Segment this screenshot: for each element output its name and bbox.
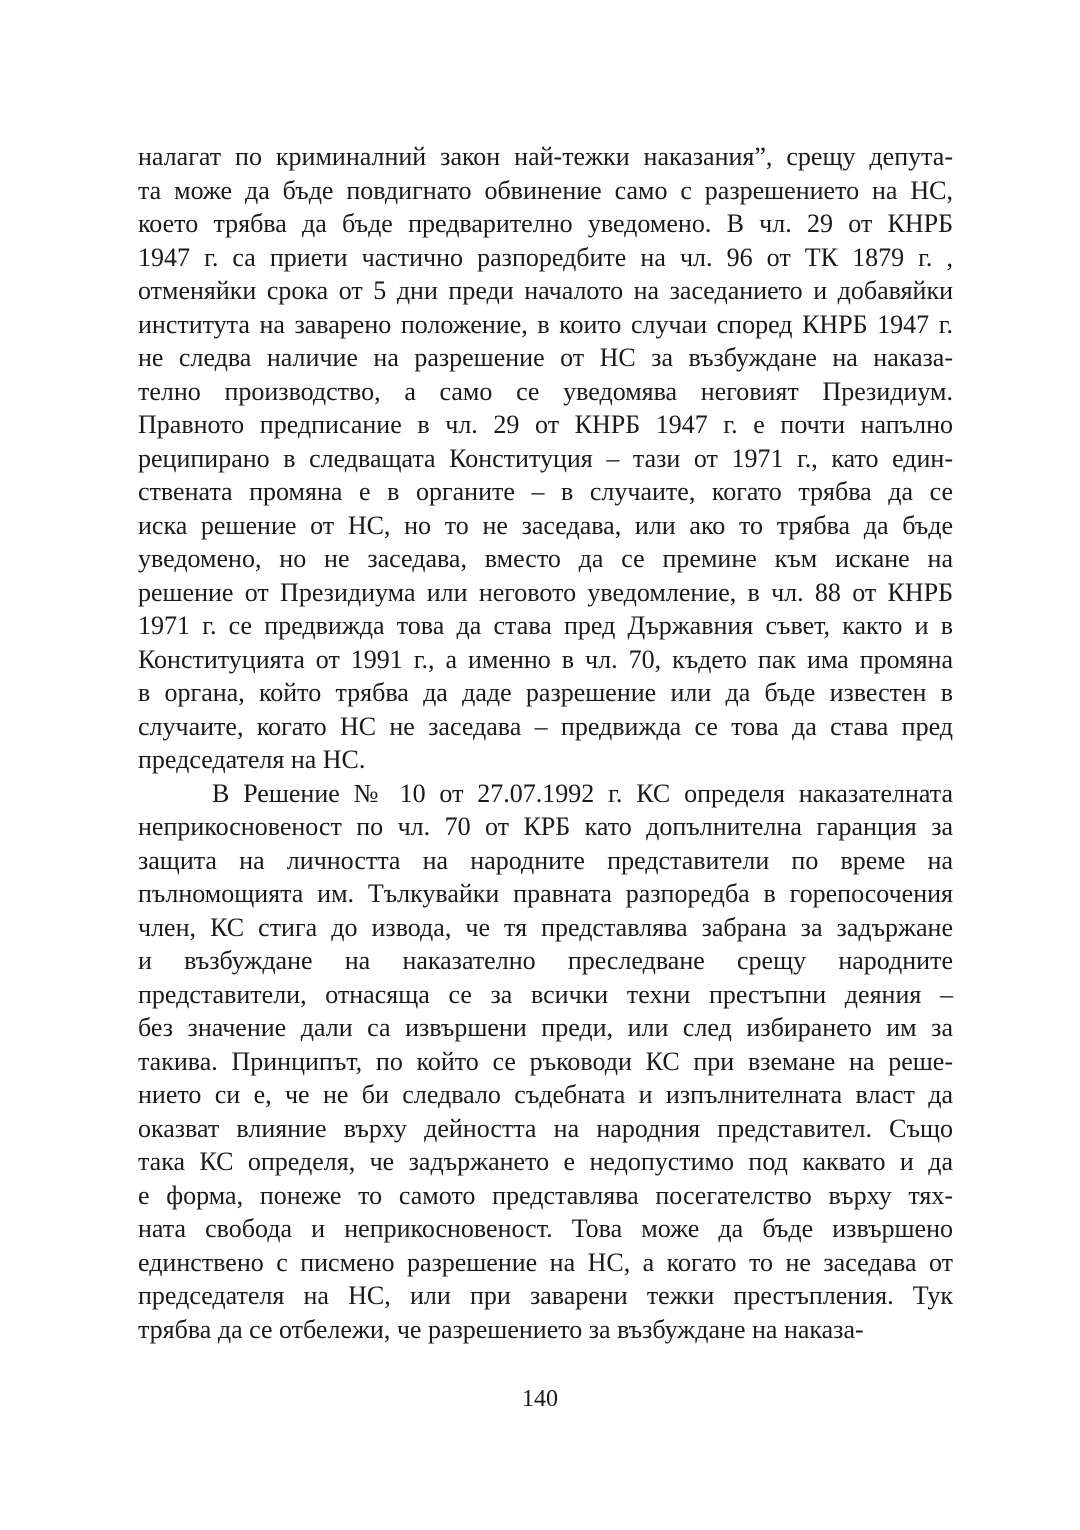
text-line: единствено с писмено разрешение на НС, а когато то не заседава от [138,1247,953,1277]
text-line: председателя на НС, или при заварени тежки престъпления. Тук [138,1281,953,1310]
page-number: 140 [522,1386,558,1412]
text-line: ствената промяна е в органите – в случаите, когато трябва да се [138,477,953,506]
text-line: представители, отнасяща се за всички техни престъпни деяния – [138,979,953,1009]
text-line: ната свобода и неприкосновеност. Това може да бъде извършено [138,1214,953,1243]
text-line: налагат по криминалний закон най-тежки наказания”, срещу депута- [138,142,953,171]
text-line: не следва наличие на разрешение от НС за възбуждане на наказа- [138,343,953,372]
text-line: трябва да се отбележи, че разрешението за възбуждане на наказа- [138,1314,864,1344]
text-line: неприкосновеност по чл. 70 от КРБ като допълнителна гаранция за [138,812,953,841]
text-line: оказват влияние върху дейността на народния представител. Също [138,1113,953,1143]
paragraph-2 [138,777,953,1347]
text-line: телно производство, а само се уведомява неговият Президиум. [138,376,953,406]
text-line: в органа, който трябва да даде разрешение или да бъде известен в [138,678,953,707]
text-line: 1947 г. са приети частично разпоредбите на чл. 96 от ТК 1879 г. , [138,242,953,272]
text-line: уведомено, но не заседава, вместо да се премине към искане на [138,544,953,573]
text-line: 1971 г. се предвижда това да става пред Държавния съвет, както и в [138,611,953,640]
text-line: което трябва да бъде предварително уведомено. В чл. 29 от КНРБ [138,209,953,238]
text-line: реципирано в следващата Конституция – тази от 1971 г., като един- [138,443,953,473]
text-line: такива. Принципът, по който се ръководи КС при вземане на реше- [138,1046,953,1076]
text-line: иска решение от НС, но то не заседава, или ако то трябва да бъде [138,510,953,540]
text-line: случаите, когато НС не заседава – предвижда се това да става пред [138,711,953,741]
body-text [138,140,953,1346]
text-line: пълномощията им. Тълкувайки правната разпоредба в горепосочения [138,879,953,908]
text-line: е форма, понеже то самото представлява посегателство върху тях- [138,1180,953,1210]
paragraph-1 [138,140,953,777]
text-line: така КС определя, че задържането е недопустимо под каквато и да [138,1147,953,1176]
text-line: В Решение № 10 от 27.07.1992 г. КС определя наказателната [212,778,953,808]
text-line: нието си е, че не би следвало съдебната и изпълнителната власт да [138,1080,953,1109]
text-line: защита на личността на народните представители по време на [138,845,953,875]
text-line: Конституцията от 1991 г., а именно в чл. 70, където пак има промяна [138,644,953,674]
text-line: член, КС стига до извода, че тя представлява забрана за задържане [138,912,953,942]
text-line: решение от Президиума или неговото уведомление, в чл. 88 от КНРБ [138,577,953,607]
text-line: председателя на НС. [138,745,366,774]
text-line: института на заварено положение, в които случаи според КНРБ 1947 г. [138,309,953,339]
text-line: та може да бъде повдигнато обвинение само с разрешението на НС, [138,175,953,205]
text-line: отменяйки срока от 5 дни преди началото на заседанието и добавяйки [138,276,953,305]
text-line: без значение дали са извършени преди, или след избирането им за [138,1013,953,1042]
text-line: и възбуждане на наказателно преследване срещу народните [138,946,953,975]
text-line: Правното предписание в чл. 29 от КНРБ 1947 г. е почти напълно [138,410,953,439]
